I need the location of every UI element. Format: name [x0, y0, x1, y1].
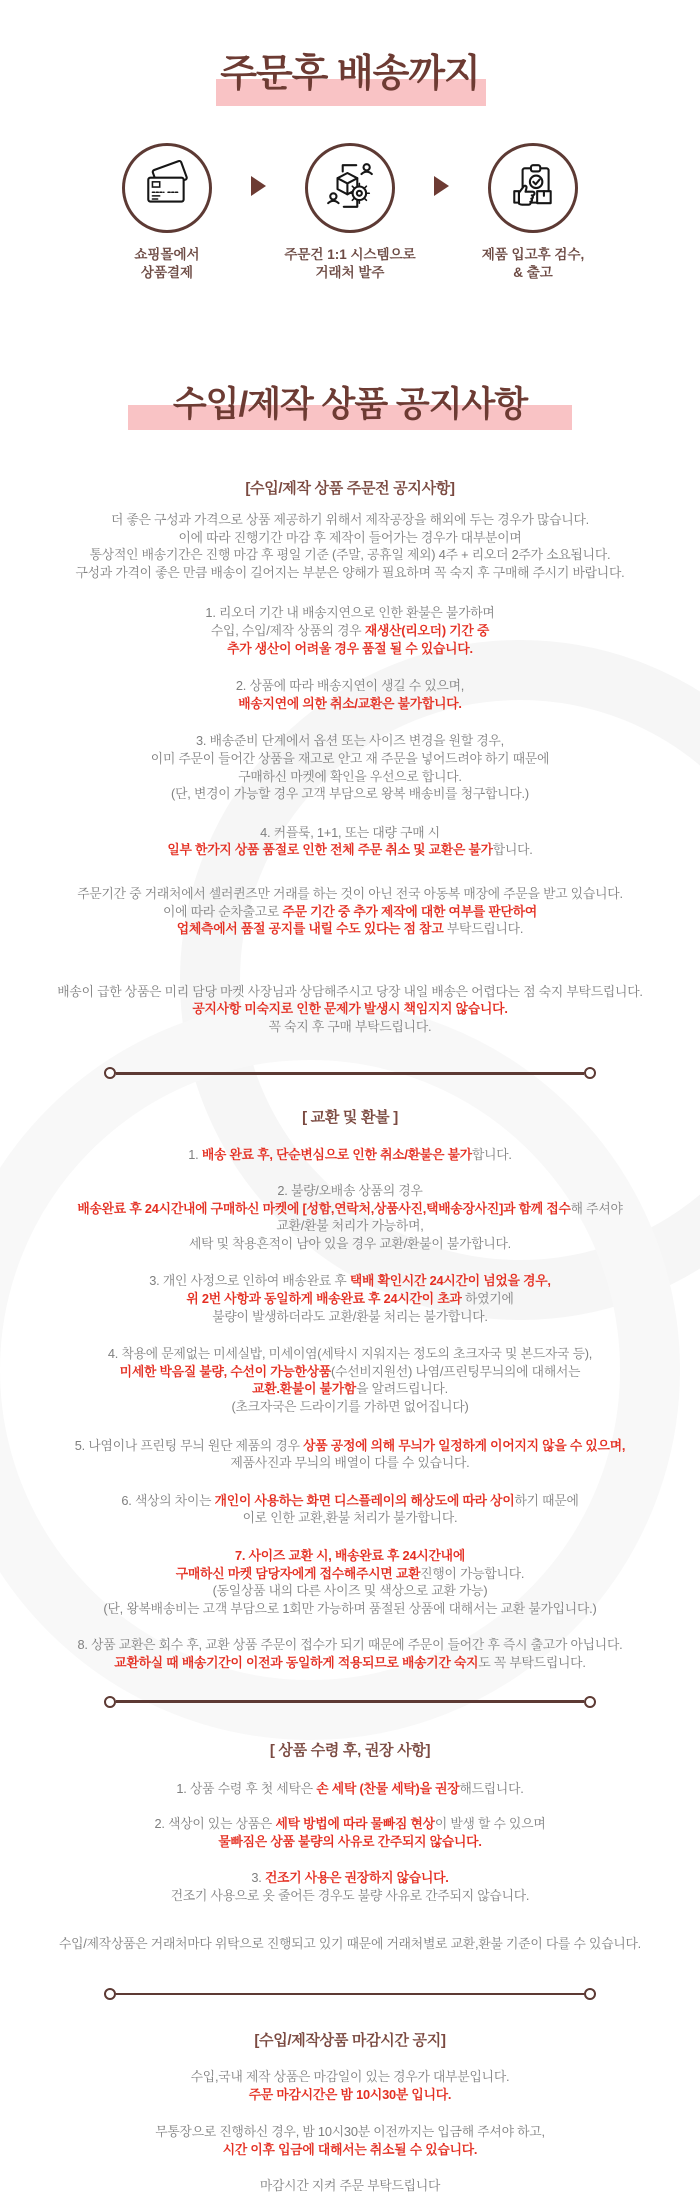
section-heading: [ 교환 및 환불 ]: [302, 1109, 398, 1127]
notice-line: 3. 배송준비 단계에서 옵션 또는 사이즈 변경을 원할 경우,: [195, 733, 505, 749]
section-divider: [104, 1988, 596, 2000]
notice-line: 1. 배송 완료 후, 단순변심으로 인한 취소/환불은 불가합니다.: [188, 1147, 512, 1163]
notice-line: 배송완료 후 24시간내에 구매하신 마켓에 [성함,연락처,상품사진,택배송장사진]과 함께 접수해 주셔야: [77, 1200, 623, 1216]
divider-ring: [584, 1067, 596, 1079]
notice-line: (초크자국은 드라이기를 가하면 없어집니다): [231, 1399, 469, 1414]
notice-line: 제품사진과 무늬의 배열이 다를 수 있습니다.: [230, 1455, 470, 1471]
step-circle: [488, 143, 578, 233]
notice-block: [20, 1345, 680, 1415]
notice-line: 배송이 급한 상품은 미리 담당 마켓 사장님과 상담해주시고 당장 내일 배송은 어렵다는 점 숙지 부탁드립니다.: [57, 983, 643, 999]
divider-rule: [116, 1072, 584, 1075]
notice-banner: [0, 377, 700, 427]
inspection-shipping-icon: [507, 160, 559, 217]
notice-line: 2. 불량/오배송 상품의 경우: [277, 1183, 423, 1199]
notice-line: (동일상품 내의 다른 사이즈 및 색상으로 교환 가능): [212, 1583, 488, 1599]
divider-ring: [104, 1988, 116, 2000]
section-heading: [수입/제작상품 마감시간 공지]: [254, 2032, 446, 2050]
step-circle: [122, 143, 212, 233]
notice-line: 위 2번 사항과 동일하게 배송완료 후 24시간이 초과 하였기에: [186, 1291, 514, 1307]
notice-block: [20, 1182, 680, 1252]
notice-line: 4. 착용에 문제없는 미세실밥, 미세이염(세탁시 지워지는 정도의 초크자국 및 본드자국 등),: [107, 1346, 593, 1362]
notice-line: 교환/환불 처리가 가능하며,: [276, 1218, 424, 1234]
notice-line: 6. 색상의 차이는 개인이 사용하는 화면 디스플레이의 해상도에 따라 상이하기 때문에: [121, 1492, 579, 1508]
divider-rule: [116, 1993, 584, 1996]
step-inspection-shipping: [449, 143, 617, 281]
notice-line: 이미 주문이 들어간 상품을 재고로 안고 재 주문을 넣어드려야 하기 때문에: [150, 750, 550, 766]
notice-line: 5. 나염이나 프린팅 무늬 원단 제품의 경우 상품 공정에 의해 무늬가 일정하게 이어지지 않을 수 있으며,: [74, 1437, 626, 1453]
step-payment: [83, 143, 251, 281]
divider-ring: [584, 1988, 596, 2000]
notice-block: [20, 1547, 680, 1617]
notice-line: 건조기 사용으로 옷 줄어든 경우도 불량 사유로 간주되지 않습니다.: [170, 1887, 530, 1903]
notice-line: (단, 변경이 가능할 경우 고객 부담으로 왕복 배송비를 청구합니다.): [171, 786, 529, 802]
step-circle: [305, 143, 395, 233]
divider-ring: [104, 1067, 116, 1079]
notice-line: 이로 인한 교환,환불 처리가 불가합니다.: [242, 1510, 458, 1526]
notice-line: 구매하신 마켓에 확인을 우선으로 합니다.: [238, 768, 462, 784]
notice-block: [20, 732, 680, 802]
step-label: 쇼핑몰에서 상품결제: [134, 247, 200, 280]
divider-ring: [104, 1696, 116, 1708]
notice-line: 꼭 숙지 후 구매 부탁드립니다.: [268, 1018, 432, 1034]
notice-line: 구성과 가격이 좋은 만큼 배송이 길어지는 부분은 양해가 필요하며 꼭 숙지 후 구매해 주시기 바랍니다.: [75, 564, 625, 580]
notice-line: 무통장으로 진행하신 경우, 밤 10시30분 이전까지는 입금해 주셔야 하고,: [155, 2124, 545, 2140]
notice-line: 1. 상품 수령 후 첫 세탁은 손 세탁 (찬물 세탁)을 권장해드립니다.: [176, 1780, 524, 1796]
notice-block: [20, 1869, 680, 1904]
notice-line: 불량이 발생하더라도 교환/환불 처리는 불가합니다.: [212, 1308, 488, 1324]
notice-block: [20, 983, 680, 1036]
notice-line: 공지사항 미숙지로 인한 문제가 발생시 책임지지 않습니다.: [192, 1001, 508, 1017]
notice-line: 교환.환불이 불가함을 알려드립니다.: [252, 1381, 448, 1397]
arrow-right-icon: [434, 176, 449, 196]
notice-line: 7. 사이즈 교환 시, 배송완료 후 24시간내에: [234, 1547, 466, 1563]
notice-line: 교환하실 때 배송기간이 이전과 동일하게 적용되므로 배송기간 숙지도 꼭 부탁드립니다.: [114, 1654, 586, 1670]
notice-banner-title: 수입/제작 상품 공지사항: [173, 377, 527, 427]
notice-block: [20, 1437, 680, 1472]
notice-line: (단, 왕복배송비는 고객 부담으로 1회만 가능하며 품절된 상품에 대해서는 교환 불가입니다.): [103, 1600, 597, 1616]
notice-block: [20, 2177, 680, 2195]
notice-line: 업체측에서 품절 공지를 내릴 수도 있다는 점 참고 부탁드립니다.: [176, 921, 524, 937]
notice-line: 3. 개인 사정으로 인하여 배송완료 후 택배 확인시간 24시간이 넘었을 경우,: [149, 1273, 551, 1289]
order-process-steps: [0, 143, 700, 281]
notice-line: 구매하신 마켓 담당자에게 접수해주시면 교환진행이 가능합니다.: [175, 1565, 525, 1581]
step-order-system: [266, 143, 434, 281]
notice-line: 이에 따라 진행기간 마감 후 제작이 들어가는 경우가 대부분이며: [178, 529, 522, 545]
notice-sections: [0, 477, 700, 2195]
notice-line: 2. 색상이 있는 상품은 세탁 방법에 따라 물빠짐 현상이 발생 할 수 있으며: [154, 1816, 546, 1832]
notice-block: [20, 2068, 680, 2103]
step-label: 제품 입고후 검수, & 출고: [481, 247, 585, 280]
notice-line: 이에 따라 순차출고로 주문 기간 중 추가 제작에 대한 여부를 판단하여: [162, 903, 538, 919]
divider-rule: [116, 1700, 584, 1703]
section-divider: [104, 1696, 596, 1708]
notice-block: [20, 1780, 680, 1798]
notice-block: [20, 1935, 680, 1953]
notice-block: [20, 2123, 680, 2158]
notice-block: [20, 1815, 680, 1850]
notice-line: 4. 커플룩, 1+1, 또는 대량 구매 시: [260, 824, 440, 840]
notice-line: 일부 한가지 상품 품절로 인한 전체 주문 취소 및 교환은 불가합니다.: [167, 842, 533, 858]
order-system-icon: [324, 160, 376, 217]
notice-block: [20, 1272, 680, 1325]
notice-line: 8. 상품 교환은 회수 후, 교환 상품 주문이 접수가 되기 때문에 주문이 들어간 후 즉시 출고가 아닙니다.: [77, 1637, 623, 1653]
arrow-right-icon: [251, 176, 266, 196]
notice-line: 수입, 수입/제작 상품의 경우 재생산(리오더) 기간 중: [210, 622, 490, 638]
notice-line: 시간 이후 입금에 대해서는 취소될 수 있습니다.: [222, 2141, 478, 2157]
notice-block: [20, 885, 680, 938]
page-title: 주문후 배송까지: [220, 42, 480, 97]
notice-line: 통상적인 배송기간은 진행 마감 후 평일 기준 (주말, 공휴일 제외) 4주 + 리오더 2주가 소요됩니다.: [89, 547, 611, 563]
notice-block: [20, 604, 680, 657]
step-label: 주문건 1:1 시스템으로 거래처 발주: [284, 247, 416, 280]
notice-line: 미세한 박음질 불량, 수선이 가능한상품(수선비지원선) 나염/프린팅무늬의에 대해서는: [119, 1363, 581, 1379]
notice-line: 주문 마감시간은 밤 10시30분 입니다.: [248, 2086, 452, 2102]
notice-block: [20, 677, 680, 712]
notice-line: 추가 생산이 어려울 경우 품절 될 수 있습니다.: [227, 640, 473, 656]
notice-block: [20, 824, 680, 859]
notice-line: 수입,국내 제작 상품은 마감일이 있는 경우가 대부분입니다.: [190, 2069, 510, 2085]
notice-line: 세탁 및 착용흔적이 남아 있을 경우 교환/환불이 불가합니다.: [188, 1235, 512, 1251]
card-payment-icon: [141, 160, 193, 217]
notice-block: [20, 511, 680, 581]
section-heading: [ 상품 수령 후, 권장 사항]: [269, 1741, 431, 1759]
notice-line: 3. 건조기 사용은 권장하지 않습니다.: [251, 1870, 449, 1886]
notice-line: 주문기간 중 거래처에서 셀러퀸즈만 거래를 하는 것이 아닌 전국 아동복 매장에 주문을 받고 있습니다.: [77, 885, 623, 901]
notice-block: [20, 1636, 680, 1671]
notice-line: 수입/제작상품은 거래처마다 위탁으로 진행되고 있기 때문에 거래처별로 교환,환불 기준이 다를 수 있습니다.: [58, 1935, 642, 1951]
notice-line: 마감시간 지켜 주문 부탁드립니다: [259, 2178, 441, 2194]
notice-block: [20, 1492, 680, 1527]
section-divider: [104, 1067, 596, 1079]
section-heading: [수입/제작 상품 주문전 공지사항]: [245, 480, 455, 497]
notice-line: 2. 상품에 따라 배송지연이 생길 수 있으며,: [235, 678, 465, 694]
header: [0, 0, 700, 97]
notice-line: 더 좋은 구성과 가격으로 상품 제공하기 위해서 제작공장을 해외에 두는 경우가 많습니다.: [110, 512, 590, 527]
notice-line: 배송지연에 의한 취소/교환은 불가합니다.: [238, 695, 462, 711]
notice-line: 물빠짐은 상품 불량의 사유로 간주되지 않습니다.: [218, 1833, 482, 1849]
notice-line: 1. 리오더 기간 내 배송지연으로 인한 환불은 불가하며: [205, 605, 495, 621]
divider-ring: [584, 1696, 596, 1708]
notice-block: [20, 1146, 680, 1164]
